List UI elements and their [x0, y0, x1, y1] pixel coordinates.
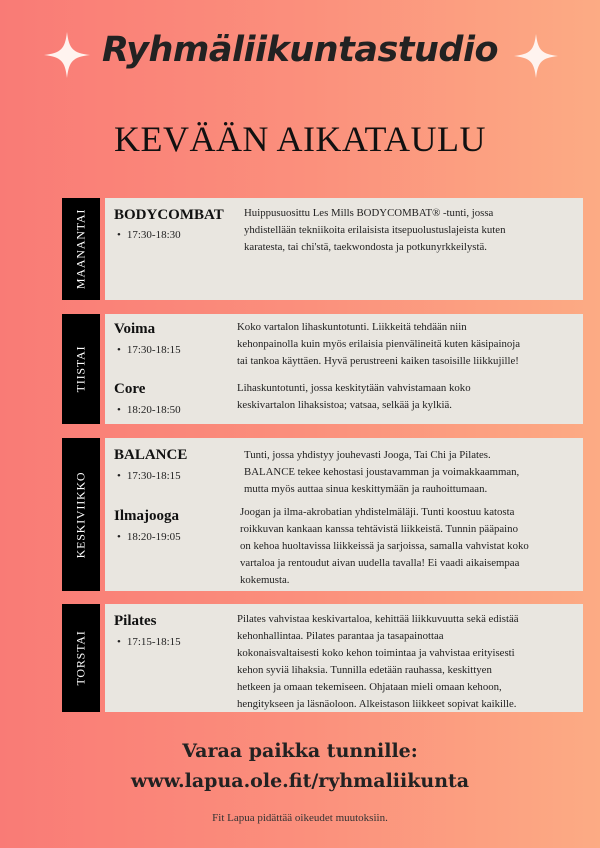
schedule-title: KEVÄÄN AIKATAULU	[113, 119, 487, 159]
day-label-box	[62, 438, 100, 591]
day-classes	[105, 314, 583, 424]
booking-text: Varaa paikka tunnille:	[182, 740, 418, 762]
class-time: • 17:30-18:30	[117, 229, 181, 241]
class-name: Core	[114, 381, 146, 397]
class-description: Tunti, jossa yhdistyy jouhevasti Jooga, Tai Chi ja Pilates. BALANCE tekee kehostasi joustavamman ja voimakkaamman, mutta myös auttaa sinua keskittymään ja rauhoittumaan.	[244, 449, 520, 495]
class-description: Huippusuosittu Les Mills BODYCOMBAT® -tunti, jossa yhdistellään tekniikoita erilaisista itsepuolustuslajeista kuten karatesta, tai chi'stä, taekwondosta ja potkunyrkkeilystä.	[244, 207, 506, 253]
class-description: Pilates vahvistaa keskivartaloa, kehittää liikkuvuutta sekä edistää kehonhallintaa. Pilates parantaa ja tasapainottaa kokonaisvaltaisesti koko kehon toimintaa ja vahvistaa erityisesti kehon syviä lihaksia. Tunnilla edetään rauhassa, keskittyen hetkeen ja omaan tekemiseen. Ohjataan mieli omaan kehoon, hengitykseen ja läsnäoloon. Alkeistason liikkeet sopivat kaikille.	[237, 613, 519, 710]
day-label-box	[62, 314, 100, 424]
class-name: BALANCE	[114, 447, 188, 463]
booking-call-to-action	[0, 736, 600, 796]
class-bodycombat	[105, 198, 583, 300]
class-name: Pilates	[114, 613, 157, 629]
day-classes	[105, 604, 583, 712]
class-name: Ilmajooga	[114, 508, 179, 524]
class-description: Koko vartalon lihaskuntotunti. Liikkeitä tehdään niin kehonpainolla kuin myös erilaisia pienvälineitä kuten käsipainoja tai tankoa käyttäen. Hyvä perustreeni kaiken tasoisille liikkujille!	[237, 321, 521, 367]
day-thursday	[62, 604, 583, 712]
day-label-box	[62, 604, 100, 712]
day-classes	[105, 438, 583, 591]
day-wednesday	[62, 438, 583, 591]
class-name: Voima	[114, 321, 156, 337]
day-label: TORSTAI	[73, 630, 88, 686]
footer-note: Fit Lapua pidättää oikeudet muutoksiin.	[212, 812, 388, 824]
class-name: BODYCOMBAT	[114, 207, 224, 223]
class-time: • 18:20-19:05	[117, 531, 181, 543]
class-time: • 17:30-18:15	[117, 470, 181, 482]
day-tuesday	[62, 314, 583, 424]
studio-title: Ryhmäliikuntastudio	[101, 30, 499, 70]
day-label-box	[62, 198, 100, 300]
day-label: KESKIVIIKKO	[73, 471, 88, 558]
class-time: • 18:20-18:50	[117, 404, 181, 416]
day-classes	[105, 198, 583, 300]
class-time: • 17:30-18:15	[117, 344, 181, 356]
booking-url[interactable]: www.lapua.ole.fit/ryhmaliikunta	[130, 770, 470, 792]
class-description: Lihaskuntotunti, jossa keskitytään vahvistamaan koko keskivartalon lihaksistoa; vatsaa, selkää ja kylkiä.	[237, 382, 471, 411]
class-time: • 17:15-18:15	[117, 636, 181, 648]
day-monday	[62, 198, 583, 300]
day-label: TIISTAI	[73, 345, 88, 393]
day-label: MAANANTAI	[73, 208, 88, 290]
class-description: Joogan ja ilma-akrobatian yhdistelmäläji. Tunti koostuu katosta roikkuvan kankaan kanssa tehtävistä liikkeistä. Tunnin pääpaino on kehoa huoltavissa liikkeissä ja sarjoissa, samalla vahvistat koko vartaloa ja rentoudut aivan uudella tavalla! Ei vaadi aikaisempaa kokemusta.	[240, 506, 529, 586]
